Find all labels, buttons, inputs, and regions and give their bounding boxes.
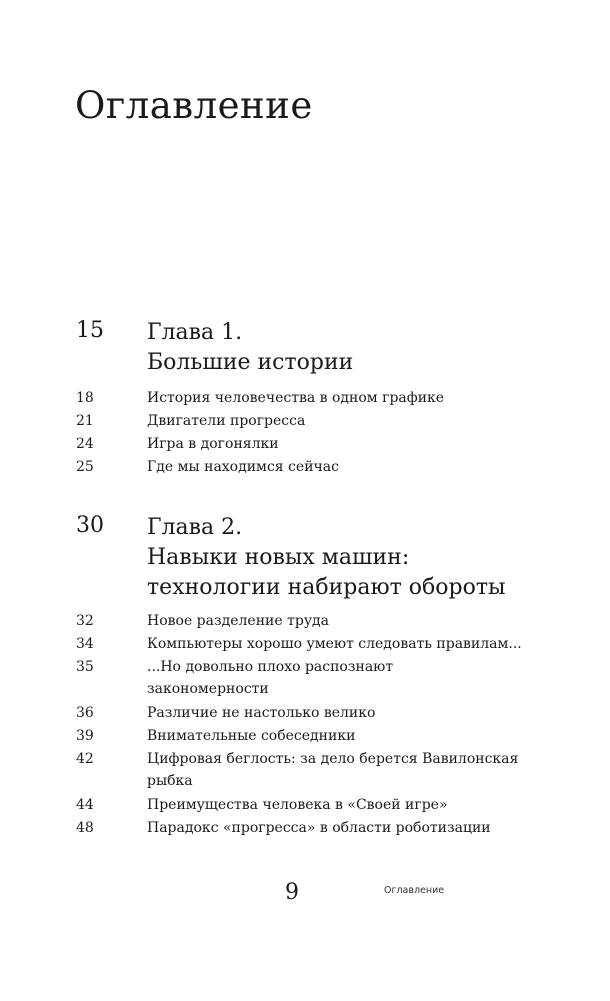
entry-title bbox=[147, 410, 527, 432]
entry-title-line: Внимательные собеседники bbox=[147, 728, 356, 744]
entry-title-line: Парадокс «прогресса» в области роботизации bbox=[147, 820, 491, 836]
entry-title-line: Различие не настолько велико bbox=[147, 705, 376, 721]
chapter-title-line: Большие истории bbox=[147, 350, 354, 375]
entry-title-line: Где мы находимся сейчас bbox=[147, 459, 339, 475]
chapter-label: Глава 2. bbox=[147, 515, 243, 540]
entry-title-line: Компьютеры хорошо умеют следовать правилам... bbox=[147, 636, 522, 652]
entry-title bbox=[147, 656, 527, 700]
entry-title bbox=[147, 702, 527, 724]
running-head: Оглавление bbox=[384, 885, 445, 896]
entry-page-number: 25 bbox=[76, 459, 94, 475]
entry-title-line: Новое разделение труда bbox=[147, 613, 330, 629]
entry-title-line: Двигатели прогресса bbox=[147, 413, 306, 429]
entry-page-number: 35 bbox=[76, 659, 94, 675]
entry-title-line: Преимущества человека в «Своей игре» bbox=[147, 797, 448, 813]
entry-page-number: 21 bbox=[76, 413, 94, 429]
chapter-title-line: технологии набирают обороты bbox=[147, 575, 506, 600]
entry-page-number: 48 bbox=[76, 820, 94, 836]
entry-title-line: рыбка bbox=[147, 773, 193, 789]
chapter-title-line: Навыки новых машин: bbox=[147, 545, 410, 570]
entry-title-line: ...Но довольно плохо распознают bbox=[147, 659, 394, 675]
entry-title-line: Цифровая беглость: за дело берется Вавилонская bbox=[147, 751, 519, 767]
entry-title bbox=[147, 725, 527, 747]
entry-title-line: История человечества в одном графике bbox=[147, 390, 445, 406]
entry-page-number: 44 bbox=[76, 797, 94, 813]
entry-title-line: Игра в догонялки bbox=[147, 436, 279, 452]
entry-title bbox=[147, 433, 527, 455]
page-title: Оглавление bbox=[75, 84, 313, 127]
chapter-page-number: 15 bbox=[76, 318, 104, 343]
entry-title bbox=[147, 794, 527, 816]
chapter-title bbox=[147, 318, 353, 378]
entry-title bbox=[147, 633, 527, 655]
chapter-page-number: 30 bbox=[76, 513, 104, 538]
entry-title bbox=[147, 748, 527, 792]
entry-page-number: 24 bbox=[76, 436, 94, 452]
entry-page-number: 42 bbox=[76, 751, 94, 767]
entry-page-number: 32 bbox=[76, 613, 94, 629]
chapter-title bbox=[147, 513, 506, 603]
entry-page-number: 36 bbox=[76, 705, 94, 721]
entry-title bbox=[147, 817, 527, 839]
entry-page-number: 18 bbox=[76, 390, 94, 406]
page-number: 9 bbox=[285, 880, 299, 905]
chapter-label: Глава 1. bbox=[147, 320, 243, 345]
entry-title bbox=[147, 610, 527, 632]
entry-title-line: закономерности bbox=[147, 681, 269, 697]
entry-title bbox=[147, 456, 527, 478]
entry-page-number: 34 bbox=[76, 636, 94, 652]
entry-title bbox=[147, 387, 527, 409]
entry-page-number: 39 bbox=[76, 728, 94, 744]
